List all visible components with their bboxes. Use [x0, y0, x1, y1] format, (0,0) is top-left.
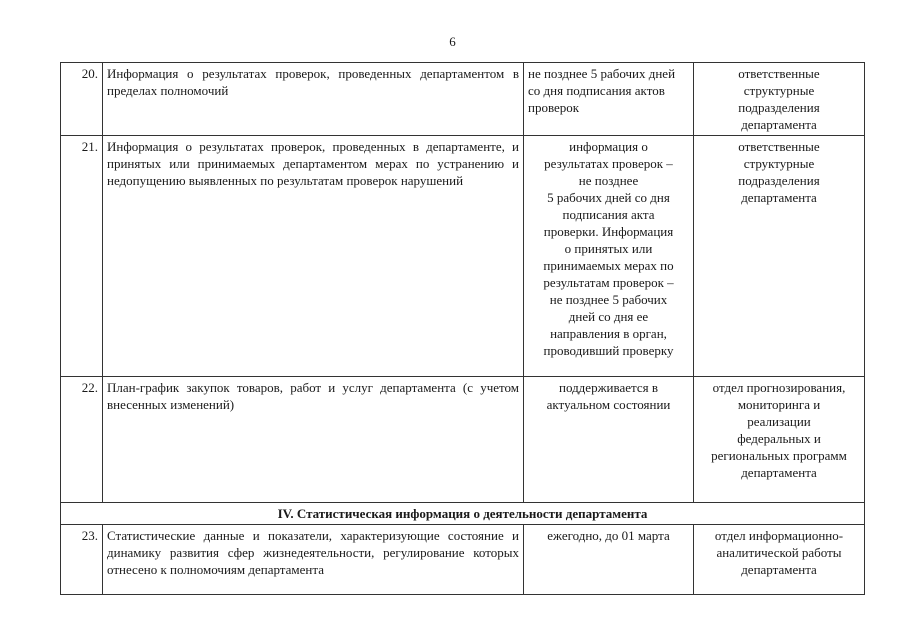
- row-responsible: отдел прогнозирования, мониторинга и реализации федеральных и региональных программ департамента: [694, 377, 865, 503]
- section-heading: IV. Статистическая информация о деятельности департамента: [61, 503, 865, 525]
- page-number: 6: [449, 34, 456, 49]
- row-number: 20.: [61, 63, 103, 136]
- row-number: 21.: [61, 136, 103, 377]
- row-term: ежегодно, до 01 марта: [524, 525, 694, 595]
- table-row: [61, 136, 865, 377]
- row-number: 22.: [61, 377, 103, 503]
- table-row: [61, 63, 865, 136]
- row-info: План-график закупок товаров, работ и услуг департамента (с учетом внесенных изменений): [103, 377, 524, 503]
- section-row: [61, 503, 865, 525]
- row-term: поддерживается в актуальном состоянии: [524, 377, 694, 503]
- row-number: 23.: [61, 525, 103, 595]
- table-row: [61, 377, 865, 503]
- row-info: Информация о результатах проверок, проведенных департаментом в пределах полномочий: [103, 63, 524, 136]
- row-responsible: ответственные структурные подразделения департамента: [694, 136, 865, 377]
- row-responsible: отдел информационно- аналитической работы департамента: [694, 525, 865, 595]
- row-info: Информация о результатах проверок, проведенных в департаменте, и принятых или принимаемых департаментом мерах по устранению и недопущению выявленных по результатам проверок нарушений: [103, 136, 524, 377]
- row-term: не позднее 5 рабочих дней со дня подписания актов проверок: [524, 63, 694, 136]
- row-term: информация о результатах проверок – не позднее 5 рабочих дней со дня подписания акта проверки. Информация о принятых или принимаемых мерах по результатам проверок – не позднее 5 рабочих дней со дня ее направления в орган, проводивший проверку: [524, 136, 694, 377]
- row-info: Статистические данные и показатели, характеризующие состояние и динамику развития сфер жизнедеятельности, регулирование которых отнесено к полномочиям департамента: [103, 525, 524, 595]
- row-responsible: ответственные структурные подразделения департамента: [694, 63, 865, 136]
- document-table: [60, 62, 865, 595]
- table-row: [61, 525, 865, 595]
